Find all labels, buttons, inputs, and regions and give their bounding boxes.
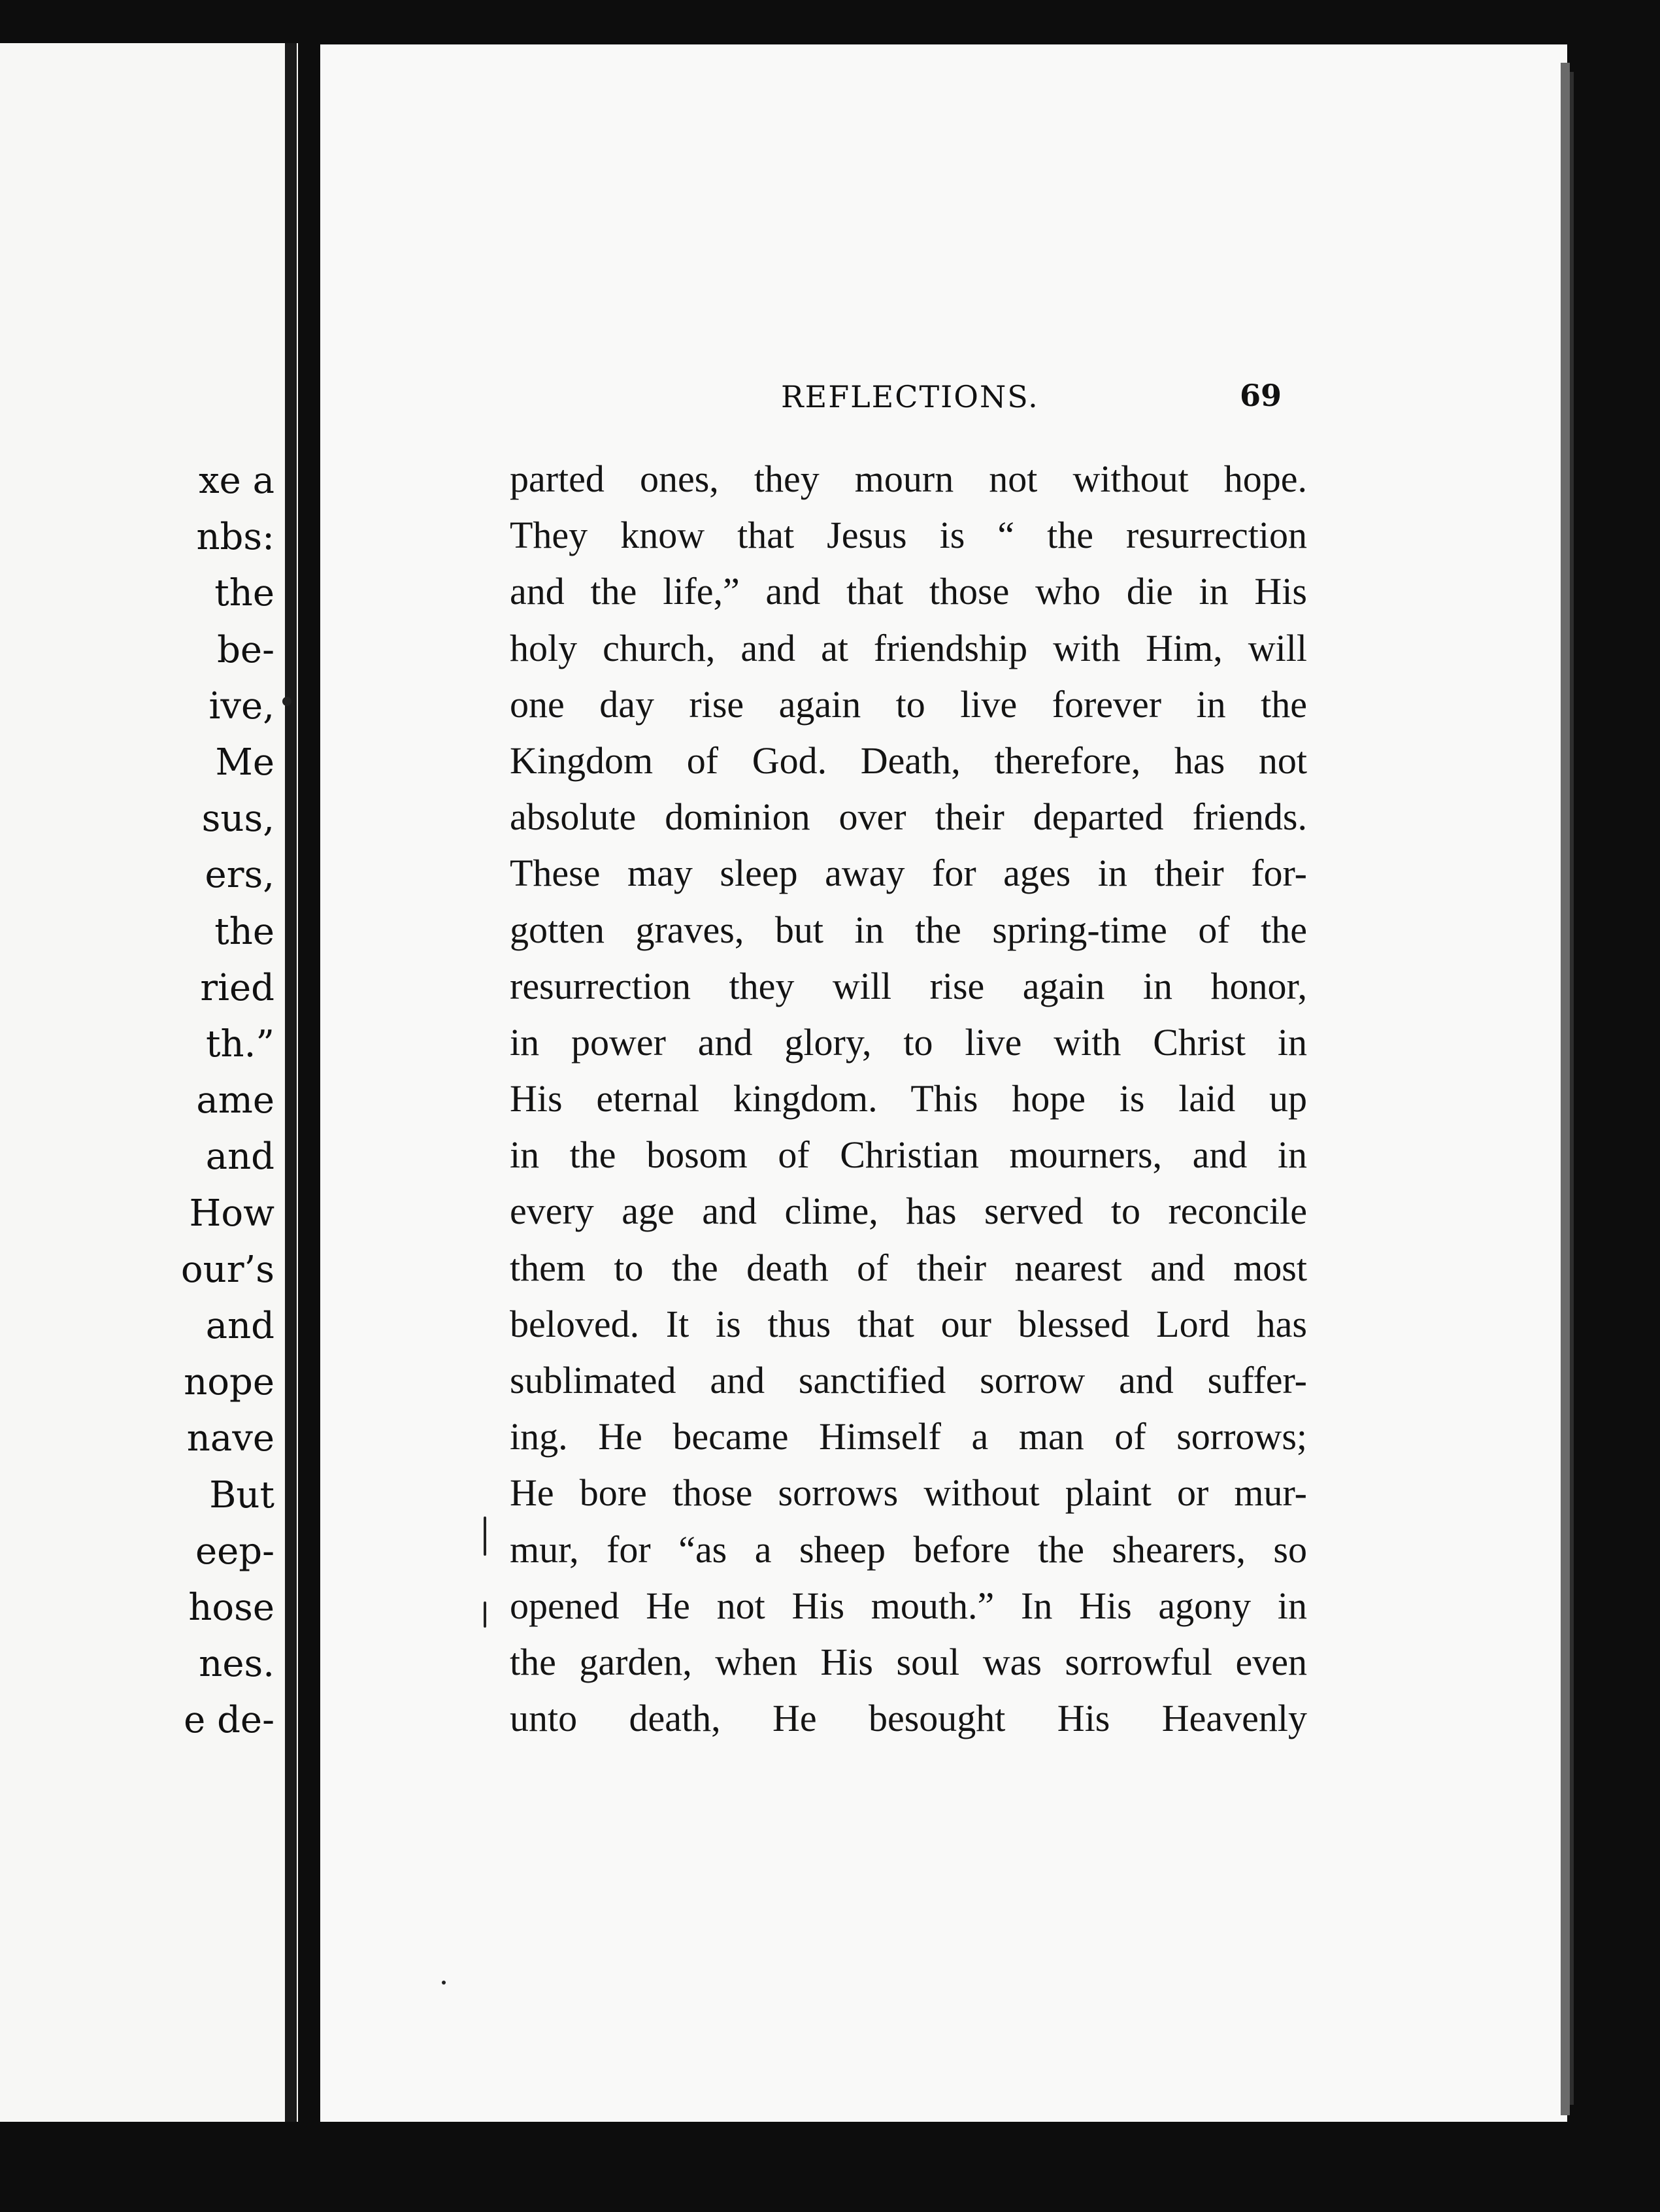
scan-speck xyxy=(484,1601,486,1628)
left-page-line: nope xyxy=(184,1361,274,1404)
body-line: every age and clime, has served to reconcile xyxy=(510,1190,1307,1233)
left-page-line: the xyxy=(214,572,274,615)
left-page-line: e de- xyxy=(184,1699,274,1742)
body-line: They know that Jesus is “ the resurrection xyxy=(510,514,1307,557)
left-page-line: How xyxy=(189,1192,274,1235)
left-page-line: be- xyxy=(217,628,274,671)
body-line: sublimated and sanctified sorrow and suffer- xyxy=(510,1359,1307,1401)
running-head-title: REFLECTIONS. xyxy=(781,379,1039,414)
left-page-gutter-edge xyxy=(285,43,297,2122)
left-page-line: ive, xyxy=(208,684,274,728)
body-line: His eternal kingdom. This hope is laid up xyxy=(510,1077,1307,1120)
left-page-line: sus, xyxy=(201,797,274,841)
left-page-line: th.” xyxy=(206,1023,274,1065)
body-line: the garden, when His soul was sorrowful even xyxy=(510,1640,1307,1683)
left-page-line: hose xyxy=(188,1586,274,1629)
body-line: in the bosom of Christian mourners, and in xyxy=(510,1133,1307,1177)
scan-speck xyxy=(282,697,291,706)
body-line: These may sleep away for ages in their for- xyxy=(510,852,1307,895)
left-page-line: ried xyxy=(200,966,274,1009)
left-page-line: But xyxy=(209,1473,274,1517)
scan-speck xyxy=(442,1981,446,1985)
body-line: in power and glory, to live with Christ in xyxy=(510,1020,1307,1064)
body-line: Kingdom of God. Death, therefore, has not xyxy=(510,739,1307,782)
body-line: mur, for “as a sheep before the shearers, so xyxy=(510,1528,1307,1571)
body-line: unto death, He besought His Heavenly xyxy=(510,1697,1307,1740)
left-page-line: nes. xyxy=(199,1643,274,1686)
body-line: absolute dominion over their departed friends. xyxy=(510,796,1307,839)
body-line: He bore those sorrows without plaint or mur- xyxy=(510,1471,1307,1515)
left-page-line: nave xyxy=(186,1417,274,1460)
body-line: them to the death of their nearest and most xyxy=(510,1246,1307,1289)
body-line: one day rise again to live forever in the xyxy=(510,682,1307,726)
left-page-line: our’s xyxy=(180,1248,274,1291)
left-page-line: and xyxy=(205,1305,274,1347)
body-line: gotten graves, but in the spring-time of the xyxy=(510,908,1307,951)
body-line: parted ones, they mourn not without hope. xyxy=(510,458,1307,500)
body-text xyxy=(510,451,1307,1747)
left-facing-page xyxy=(0,43,298,2122)
body-line: opened He not His mouth.” In His agony in xyxy=(510,1584,1307,1627)
left-page-line: ers, xyxy=(205,854,274,897)
scan-speck xyxy=(484,1517,486,1556)
running-head xyxy=(0,370,1660,422)
body-line: ing. He became Himself a man of sorrows; xyxy=(510,1415,1307,1458)
left-page-line: ame xyxy=(196,1079,274,1122)
left-page-line: xe a xyxy=(199,460,274,502)
body-line: beloved. It is thus that our blessed Lord has xyxy=(510,1302,1307,1345)
body-line: and the life,” and that those who die in His xyxy=(510,570,1307,613)
body-line: holy church, and at friendship with Him, will xyxy=(510,626,1307,669)
left-page-line: nbs: xyxy=(196,516,274,559)
body-line: resurrection they will rise again in honor, xyxy=(510,964,1307,1007)
page-number: 69 xyxy=(1240,378,1282,413)
left-page-line: and xyxy=(205,1135,274,1179)
left-page-line: the xyxy=(214,910,274,953)
left-page-line: eep- xyxy=(195,1530,274,1573)
left-page-line: Me xyxy=(215,741,274,784)
